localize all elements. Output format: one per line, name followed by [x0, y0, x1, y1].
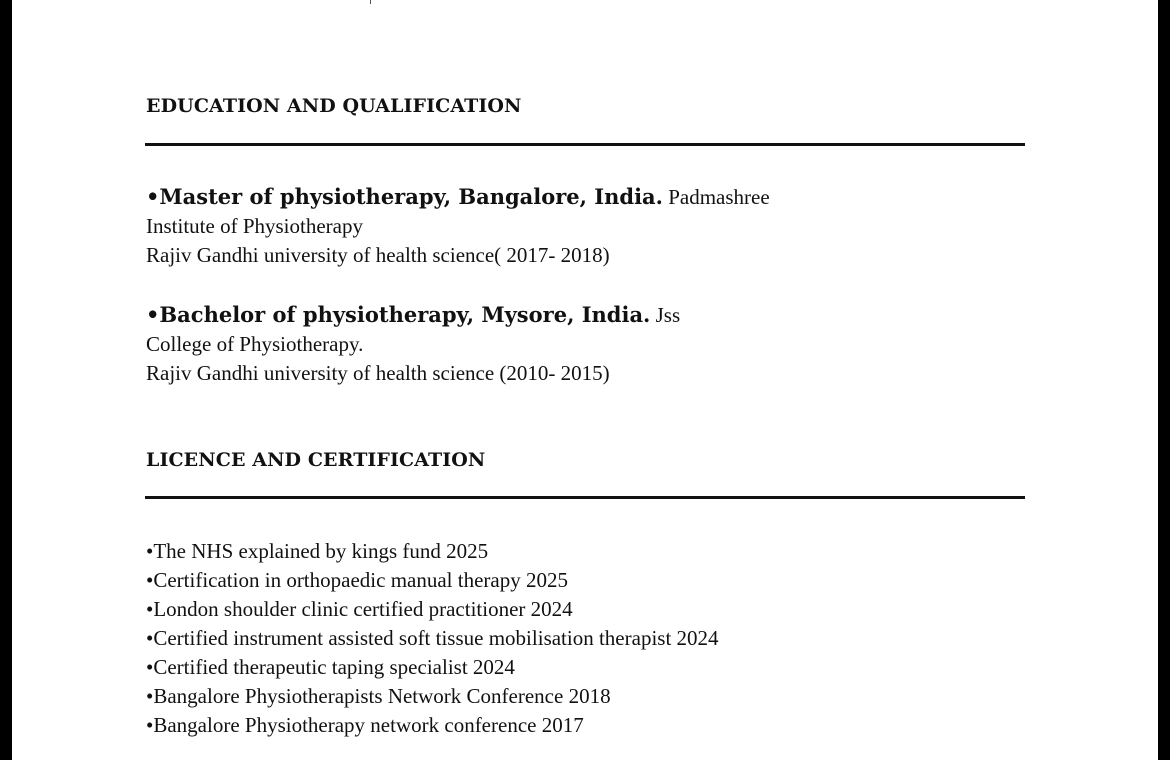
entry-title-line	[146, 182, 1026, 212]
list-item: •Certification in orthopaedic manual therapy 2025	[146, 568, 568, 592]
education-divider	[145, 143, 1025, 146]
institute-name-line: College of Physiotherapy.	[146, 332, 364, 356]
list-item: •Certified therapeutic taping specialist 2024	[146, 655, 515, 679]
list-item: •Bangalore Physiotherapists Network Conference 2018	[146, 684, 611, 708]
institute-name-line: Institute of Physiotherapy	[146, 214, 363, 238]
certification-list	[146, 537, 1026, 740]
list-item: •Bangalore Physiotherapy network conference 2017	[146, 713, 584, 737]
entry-title-line	[146, 300, 1026, 330]
document-page	[12, 0, 1158, 760]
degree-title: •Bachelor of physiotherapy, Mysore, India.	[146, 302, 651, 327]
list-item: •London shoulder clinic certified practitioner 2024	[146, 597, 573, 621]
institute-name-start: Padmashree	[662, 185, 770, 209]
list-item: •The NHS explained by kings fund 2025	[146, 539, 489, 563]
institute-name-start: Jss	[650, 303, 681, 327]
education-entry-bachelor	[146, 300, 1026, 388]
licence-divider	[145, 496, 1025, 499]
text-cursor-mark	[370, 0, 371, 4]
university-line: Rajiv Gandhi university of health science( 2017- 2018)	[146, 243, 610, 267]
list-item: •Certified instrument assisted soft tissue mobilisation therapist 2024	[146, 626, 719, 650]
degree-title: •Master of physiotherapy, Bangalore, India.	[146, 184, 663, 209]
licence-heading: LICENCE AND CERTIFICATION	[146, 449, 486, 471]
education-heading: EDUCATION AND QUALIFICATION	[146, 95, 522, 117]
education-entry-master	[146, 182, 1026, 270]
university-line: Rajiv Gandhi university of health science (2010- 2015)	[146, 361, 610, 385]
